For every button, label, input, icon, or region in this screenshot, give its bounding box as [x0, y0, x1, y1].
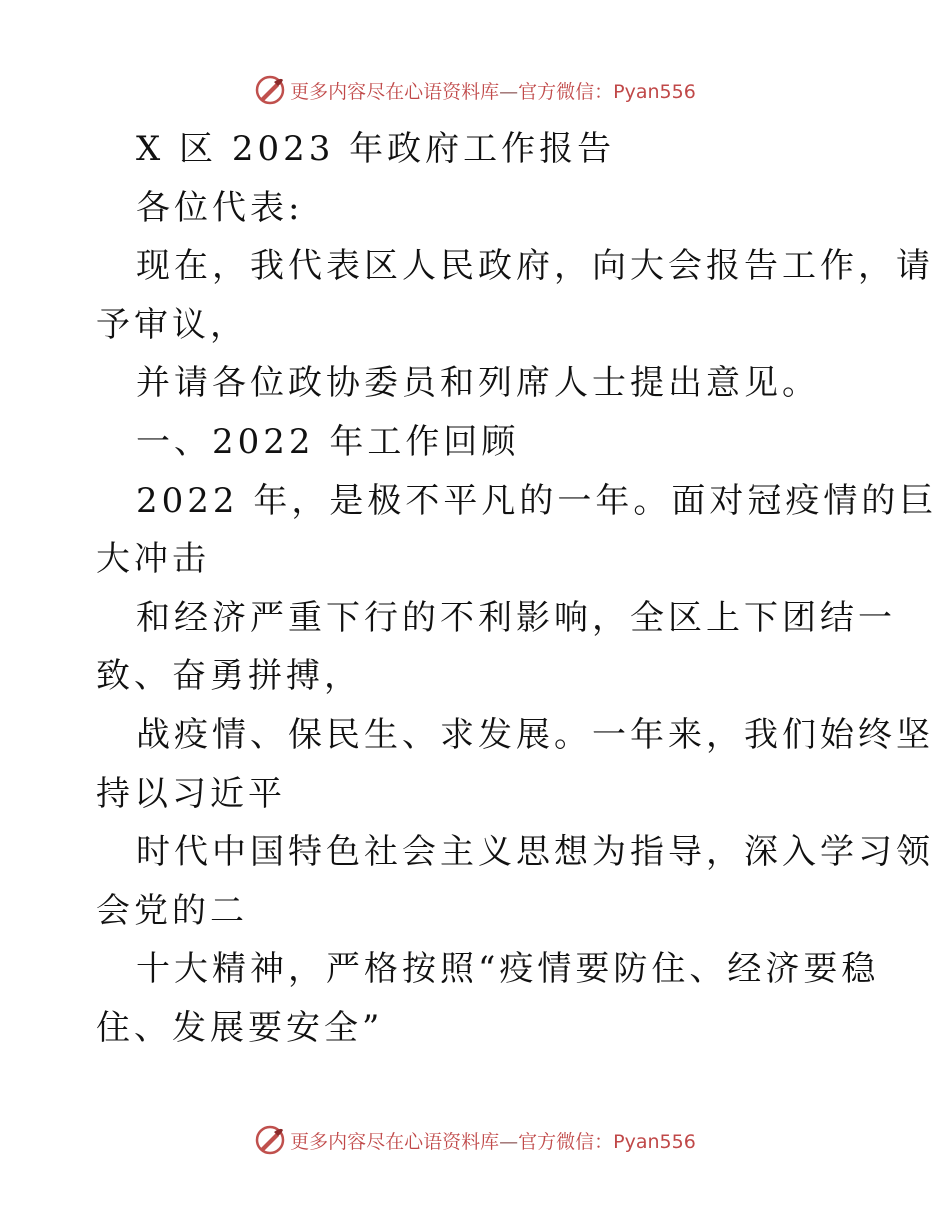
banner-text — [290, 77, 696, 104]
banner-site-text: 更多内容尽在心语资料库 — [290, 80, 500, 103]
paragraph-line: 持以习近平 — [96, 773, 286, 814]
paragraph-line: 致、奋勇拼搏， — [96, 656, 362, 697]
banner-wechat-text: 官方微信：Pyan556 — [518, 80, 696, 103]
paragraph-line: 会党的二 — [96, 890, 248, 931]
paragraph-line: 战疫情、保民生、求发展。一年来，我们始终坚 — [136, 714, 934, 755]
paragraph-line: 并请各位政协委员和列席人士提出意见。 — [136, 363, 820, 404]
document-body — [96, 120, 938, 1058]
footer-banner — [0, 1120, 950, 1160]
paragraph-line: 和经济严重下行的不利影响，全区上下团结一 — [136, 597, 896, 638]
paragraph-line: 住、发展要安全” — [96, 1007, 384, 1048]
paragraph-line: 予审议， — [96, 304, 248, 345]
banner-site-text: 更多内容尽在心语资料库 — [290, 1130, 500, 1153]
quill-pen-logo-icon — [254, 74, 286, 106]
document-title: X 区 2023 年政府工作报告 — [136, 129, 616, 169]
paragraph-line: 大冲击 — [96, 539, 210, 580]
paragraph-line: 2022 年，是极不平凡的一年。面对冠疫情的巨 — [136, 480, 938, 521]
paragraph-line: 现在，我代表区人民政府，向大会报告工作，请 — [136, 246, 934, 287]
salutation: 各位代表: — [136, 187, 304, 228]
banner-separator: — — [499, 80, 519, 103]
paragraph-line: 时代中国特色社会主义思想为指导，深入学习领 — [136, 832, 934, 873]
section-heading: 一、2022 年工作回顾 — [136, 421, 520, 462]
banner-wechat-text: 官方微信：Pyan556 — [518, 1130, 696, 1153]
paragraph-line: 十大精神，严格按照“疫情要防住、经济要稳 — [136, 949, 880, 990]
banner-text — [290, 1127, 696, 1154]
header-banner — [0, 70, 950, 110]
quill-pen-logo-icon — [254, 1124, 286, 1156]
banner-separator: — — [499, 1130, 519, 1153]
